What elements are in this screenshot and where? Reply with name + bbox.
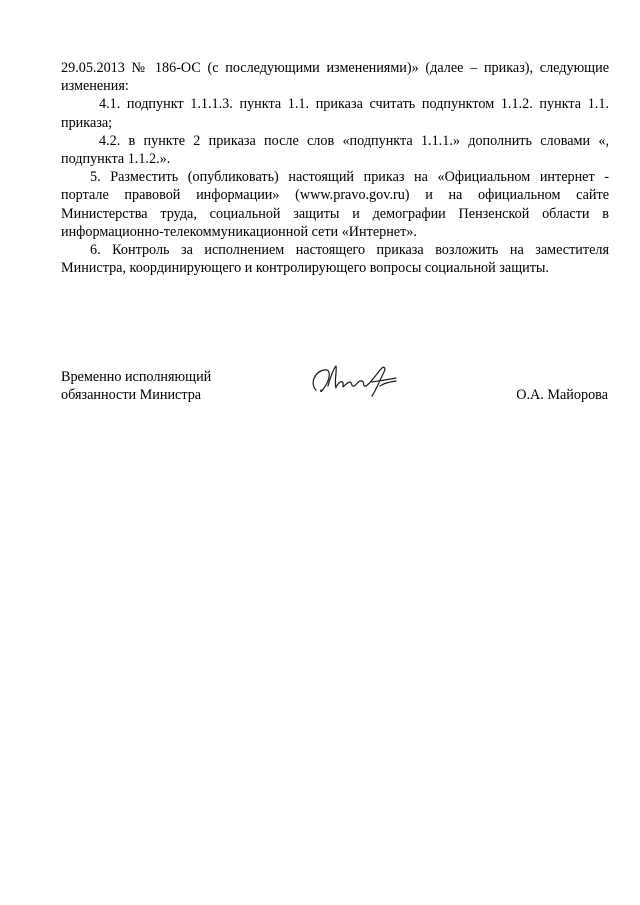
paragraph-5: 5. Разместить (опубликовать) настоящий приказ на «Официальном интернет - портале правовой информации» (www.pravo.gov.ru) и на официальном сайте Министерства труда, социальной защиты и демографии Пензенской области в информационно-телекоммуникационной сети «Интернет». (61, 169, 609, 240)
signatory-position-line-2: обязанности Министра (61, 387, 202, 404)
paragraph-4-1: 4.1. подпункт 1.1.1.3. пункта 1.1. приказа считать подпунктом 1.1.2. пункта 1.1. приказа; (61, 96, 609, 131)
paragraph-4-2: 4.2. в пункте 2 приказа после слов «подпункта 1.1.1.» дополнить словами «, подпункта 1.1.2.». (61, 132, 609, 168)
document-body (61, 59, 609, 277)
handwritten-signature (306, 360, 402, 400)
signatory-position-line-1: Временно исполняющий (61, 369, 212, 385)
signer-name: О.А. Майорова (516, 387, 608, 403)
signatory-position (61, 368, 211, 404)
paragraph-6: 6. Контроль за исполнением настоящего приказа возложить на заместителя Министра, координирующего и контролирующего вопросы социальной защиты. (61, 242, 609, 277)
paragraph-intro: 29.05.2013 № 186-ОС (с последующими изменениями)» (далее – приказ), следующие изменения: (61, 60, 609, 95)
